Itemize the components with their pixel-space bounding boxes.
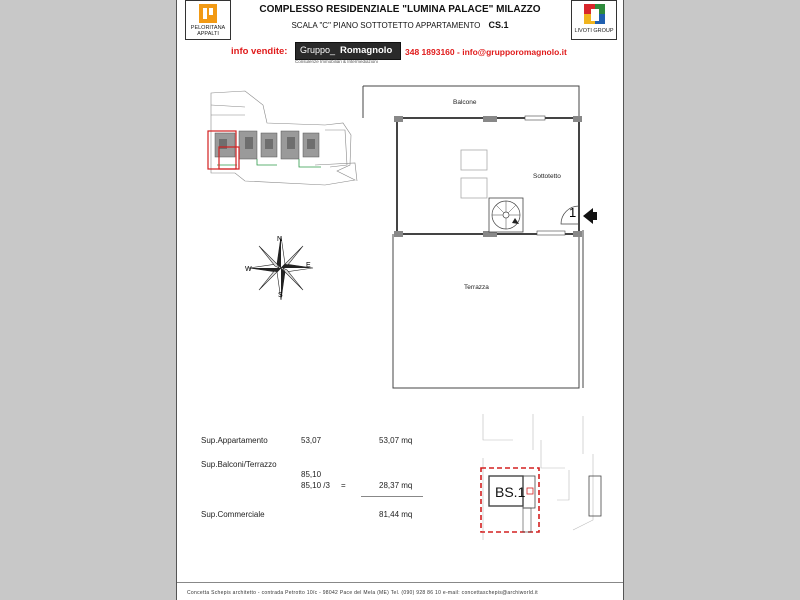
apartment-code: CS.1 [488, 20, 509, 30]
area-result-commerciale: 81,44 mq [379, 510, 413, 519]
page-title: COMPLESSO RESIDENZIALE "LUMINA PALACE" MILAZZO [259, 4, 541, 15]
room-terrazza: Terrazza [464, 284, 489, 291]
area-value-apartment: 53,07 [301, 436, 322, 445]
area-label-apartment: Sup.Appartamento [201, 436, 268, 445]
site-plan [205, 85, 365, 190]
livoti-logo-text: LIVOTI GROUP [574, 28, 614, 34]
brand-name: Romagnolo [340, 45, 393, 56]
sales-separator: - [457, 47, 460, 57]
footer-divider [177, 582, 623, 583]
sum-divider [361, 496, 423, 497]
sales-label: info vendite: [231, 46, 288, 57]
peloritana-logo-icon [186, 1, 230, 27]
compass-n: N [277, 236, 283, 243]
brand-tagline: Consulenze Immobiliari & Intermediazioni [295, 59, 378, 64]
document-sheet [176, 0, 624, 600]
livoti-logo-icon [572, 1, 616, 27]
area-label-commerciale: Sup.Commerciale [201, 510, 265, 519]
area-value1-balconi: 85,10 [301, 470, 322, 479]
sales-contacts [405, 47, 567, 57]
page-subtitle [237, 20, 563, 30]
area-result-apartment: 53,07 mq [379, 436, 413, 445]
area-result-balconi: 28,37 mq [379, 481, 413, 490]
peloritana-logo [185, 0, 231, 40]
area-value2-balconi: 85,10 /3 [301, 481, 330, 490]
subtitle-text: SCALA "C" PIANO SOTTOTETTO APPARTAMENTO [291, 21, 481, 30]
room-balcone: Balcone [453, 99, 477, 106]
peloritana-logo-line1: PELORITANA [190, 25, 226, 31]
livoti-logo [571, 0, 617, 40]
compass-s: S [278, 292, 283, 299]
key-plan [473, 410, 603, 550]
brand-prefix: Gruppo_ [300, 45, 336, 55]
key-plan-label: BS.1 [495, 484, 526, 500]
area-label-balconi: Sup.Balconi/Terrazzo [201, 460, 277, 469]
peloritana-logo-line2: APPALTI [197, 31, 219, 37]
footer-text: Concetta Schepis architetto - contrada Petrotto 10/c - 98042 Pace del Mela (ME) Tel. (090) 928 86 10 e-mail: concettaschepis@archiworld.it [187, 590, 538, 596]
sales-email: info@grupporomagnolo.it [462, 47, 567, 57]
room-sottotetto: Sottotetto [533, 173, 561, 180]
romagnolo-logo [295, 42, 401, 60]
compass-w: W [245, 266, 252, 273]
entry-number: 1 [569, 205, 577, 220]
compass-e: E [306, 262, 311, 269]
sales-phone: 348 1893160 [405, 47, 455, 57]
floor-plan [357, 82, 597, 397]
area-equals: = [341, 481, 346, 490]
